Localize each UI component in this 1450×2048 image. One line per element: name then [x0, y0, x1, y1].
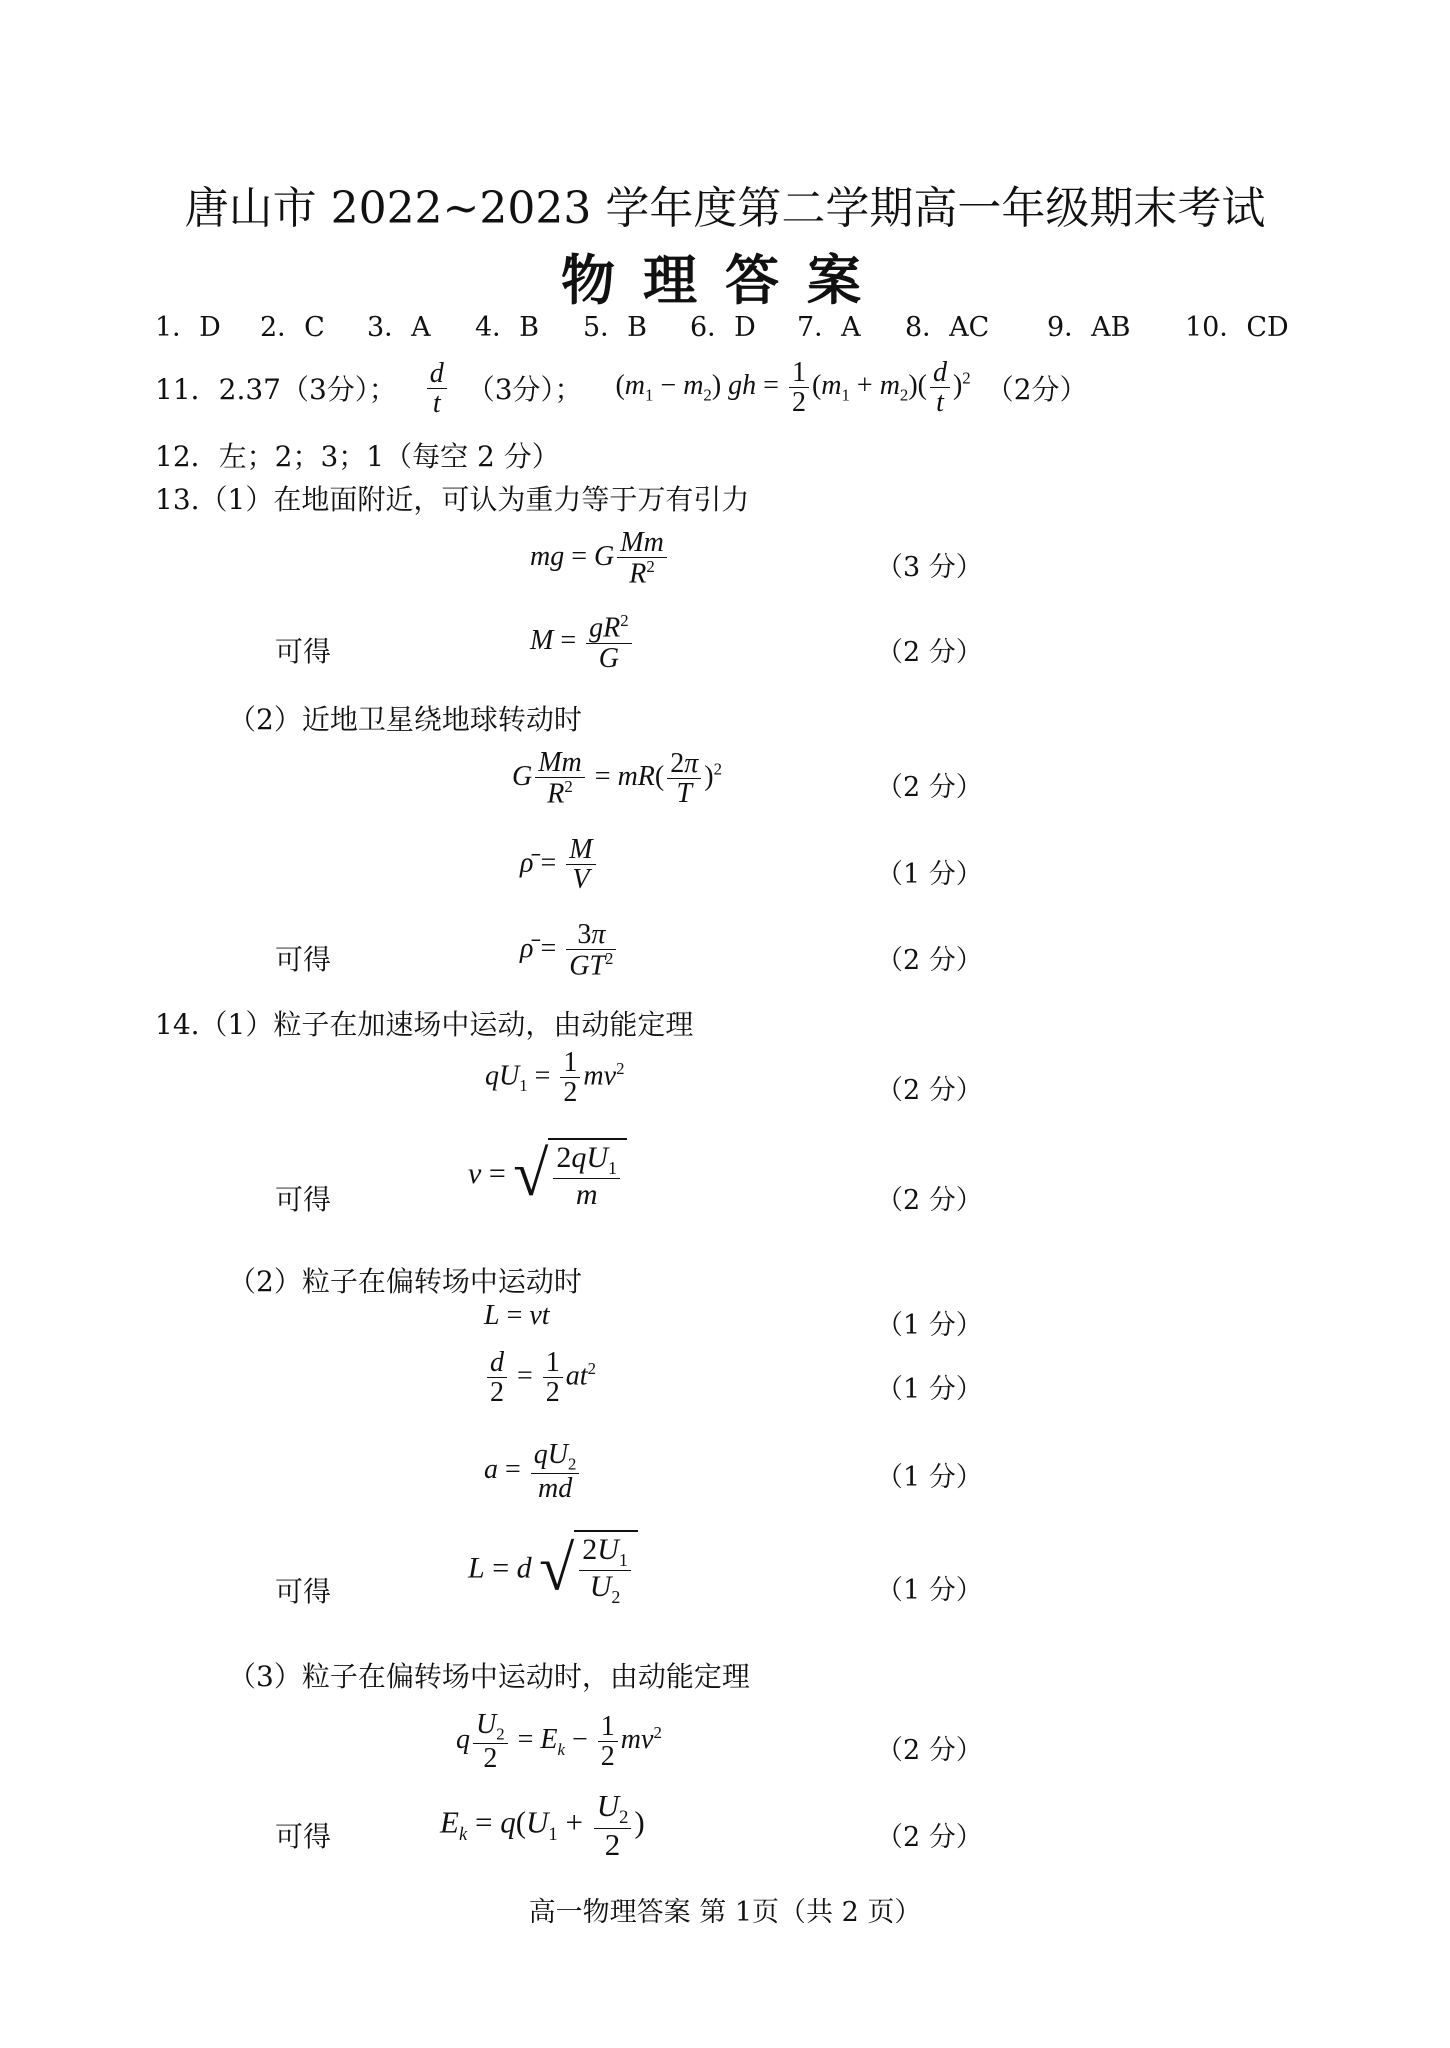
choice-answer: 10．CD	[1185, 312, 1289, 343]
q14-score: （1 分）	[876, 1374, 983, 1405]
q11-prefix: 11．2.37（3分）；	[155, 372, 397, 406]
q13-score: （1 分）	[876, 859, 983, 890]
q11-score-a: （3分）；	[466, 372, 583, 406]
document-title: 唐山市 2022~2023 学年度第二学期高一年级期末考试	[184, 183, 1266, 234]
q13-kede: 可得	[275, 635, 332, 668]
q14-eq-length-result: L = d √ $\frac{2U_1}{U_2}$	[468, 1530, 638, 1607]
q14-score: （1 分）	[876, 1462, 983, 1493]
choice-answer: 3．A	[367, 312, 431, 343]
q14-score: （2 分）	[876, 1735, 983, 1766]
q13-eq-gravity: mg = G $\frac{Mm}{R^2}$	[530, 528, 670, 589]
q14-eq-work-energy: $qU_1$ = $\frac{1}{2}$ $mv^2$	[485, 1047, 625, 1109]
q11-formula-energy: $(m_1 - m_2)$ gh = $\frac{1}{2}$ $(m_1 + m_2)$( $\frac{d}{t}$ )$^2$	[615, 357, 971, 419]
q14-kede: 可得	[275, 1820, 332, 1853]
q13-kede: 可得	[275, 943, 332, 976]
q13-eq-density: ρ̄ = $\frac{M}{V}$	[520, 835, 599, 895]
q11-formula-speed: $\frac{d}{t}$	[424, 371, 457, 402]
q14-score: （2 分）	[876, 1822, 983, 1853]
q13-score: （3 分）	[876, 552, 983, 583]
choice-answer: 2．C	[260, 312, 325, 343]
q14-score: （2 分）	[876, 1185, 983, 1216]
q14-eq-acceleration: a = $\frac{qU_2}{md}$	[484, 1440, 582, 1504]
choice-answer: 5．B	[583, 312, 648, 343]
choice-answer: 4．B	[475, 312, 540, 343]
choice-answer: 7．A	[797, 312, 861, 343]
q11-score-b: （2分）	[985, 372, 1088, 406]
q14-part2-heading: （2）粒子在偏转场中运动时	[228, 1265, 582, 1298]
q14-part1-heading: 14.（1）粒子在加速场中运动，由动能定理	[155, 1008, 694, 1041]
choice-answer: 6．D	[690, 312, 756, 343]
q14-score: （1 分）	[876, 1310, 983, 1341]
q14-eq-velocity: v = √ $\frac{2qU_1}{m}$	[468, 1138, 627, 1210]
q13-score: （2 分）	[876, 945, 983, 976]
choice-answer: 1．D	[155, 312, 221, 343]
q13-eq-mass: M = $\frac{gR^2}{G}$	[530, 612, 635, 673]
q14-eq-kinetic: q $\frac{U_2}{2}$ = $E_k$ − $\frac{1}{2}$ $mv^2$	[456, 1709, 662, 1775]
choice-answer: 9．AB	[1047, 312, 1131, 343]
q12-line: 12．左；2；3；1（每空 2 分）	[155, 440, 560, 473]
q13-part2-heading: （2）近地卫星绕地球转动时	[228, 703, 582, 736]
q13-part1-heading: 13.（1）在地面附近，可认为重力等于万有引力	[155, 483, 750, 516]
choice-answer: 8．AC	[905, 312, 990, 343]
document-subtitle: 物理答案	[561, 248, 889, 312]
q14-score: （1 分）	[876, 1575, 983, 1606]
q14-score: （2 分）	[876, 1075, 983, 1106]
page-footer: 高一物理答案 第 1页（共 2 页）	[528, 1897, 922, 1928]
q14-kede: 可得	[275, 1575, 332, 1608]
q13-eq-density-result: ρ̄ = $\frac{3\pi}{GT^2}$	[520, 920, 619, 981]
q14-part3-heading: （3）粒子在偏转场中运动时，由动能定理	[228, 1660, 750, 1693]
q14-eq-kinetic-result: $E_k = q(U_1$ + $\frac{U_2}{2}$ )	[440, 1788, 645, 1862]
q13-score: （2 分）	[876, 637, 983, 668]
q14-eq-length: L = vt	[484, 1300, 550, 1331]
q14-eq-displacement: $\frac{d}{2}$ = $\frac{1}{2}$ $at^2$	[484, 1348, 596, 1408]
q13-eq-orbit: G $\frac{Mm}{R^2}$ = mR( $\frac{2\pi}{T}$ )$^2$	[512, 747, 722, 810]
q14-kede: 可得	[275, 1183, 332, 1216]
q11-line	[155, 358, 1088, 419]
q13-score: （2 分）	[876, 772, 983, 803]
